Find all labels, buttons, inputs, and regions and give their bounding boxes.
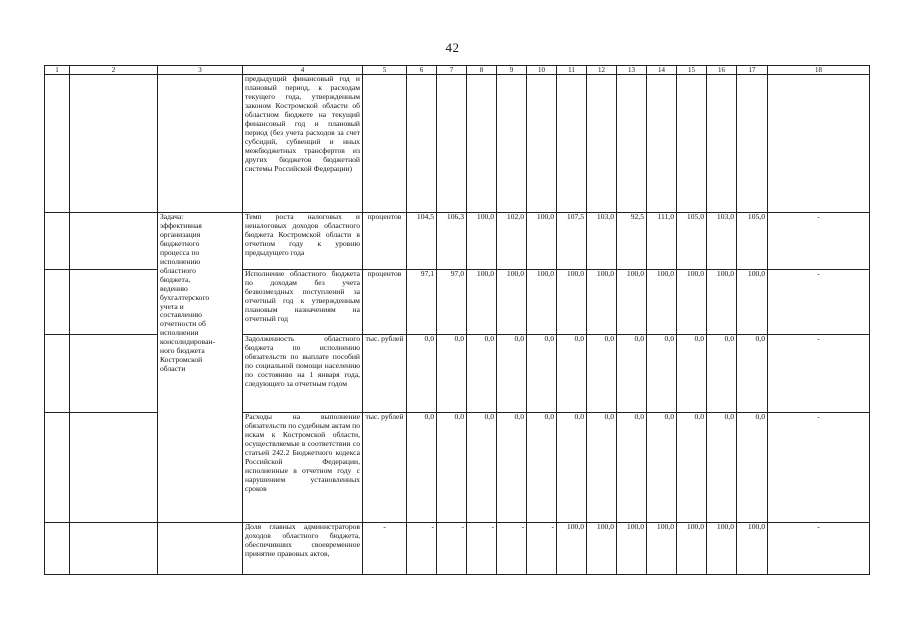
indicator-cell: Доля главных администраторов доходов областного бюджета, обеспечивших своевременное принятие правовых актов, bbox=[243, 523, 363, 575]
value-cell bbox=[467, 75, 497, 213]
col-header: 15 bbox=[677, 66, 707, 75]
value-cell: 0,0 bbox=[557, 413, 587, 523]
value-cell: 0,0 bbox=[407, 413, 437, 523]
col-header: 8 bbox=[467, 66, 497, 75]
value-cell bbox=[647, 75, 677, 213]
unit-cell: тыс. рублей bbox=[363, 413, 407, 523]
indicator-cell: Задолженность областного бюджета по исполнению обязательств по выплате пособий по социальной помощи населению по состоянию на 1 января года, следующего за отчетным годом bbox=[243, 335, 363, 413]
cell-col1 bbox=[45, 270, 70, 335]
value-cell: 100,0 bbox=[647, 270, 677, 335]
value-cell: 0,0 bbox=[497, 413, 527, 523]
value-cell: - bbox=[437, 523, 467, 575]
value-cell: 100,0 bbox=[527, 270, 557, 335]
value-cell: 0,0 bbox=[587, 413, 617, 523]
cell-col2 bbox=[70, 270, 158, 335]
value-cell: 100,0 bbox=[467, 213, 497, 270]
col-header: 11 bbox=[557, 66, 587, 75]
col-header: 17 bbox=[737, 66, 768, 75]
unit-cell: тыс. рублей bbox=[363, 335, 407, 413]
value-cell: 105,0 bbox=[677, 213, 707, 270]
note-cell: - bbox=[768, 213, 870, 270]
value-cell: 0,0 bbox=[617, 335, 647, 413]
value-cell: 0,0 bbox=[707, 335, 737, 413]
value-cell: 100,0 bbox=[707, 523, 737, 575]
value-cell: 0,0 bbox=[407, 335, 437, 413]
value-cell: 97,1 bbox=[407, 270, 437, 335]
value-cell: 100,0 bbox=[587, 270, 617, 335]
value-cell: 100,0 bbox=[707, 270, 737, 335]
value-cell: 0,0 bbox=[527, 335, 557, 413]
header-row bbox=[45, 66, 870, 75]
value-cell: 92,5 bbox=[617, 213, 647, 270]
value-cell: 103,0 bbox=[707, 213, 737, 270]
note-cell: - bbox=[768, 270, 870, 335]
value-cell: 0,0 bbox=[497, 335, 527, 413]
value-cell: 0,0 bbox=[467, 413, 497, 523]
value-cell: 100,0 bbox=[497, 270, 527, 335]
cell-col1 bbox=[45, 413, 70, 523]
value-cell: 100,0 bbox=[587, 523, 617, 575]
cell-col1 bbox=[45, 75, 70, 213]
col-header: 7 bbox=[437, 66, 467, 75]
note-cell bbox=[768, 75, 870, 213]
value-cell: 105,0 bbox=[737, 213, 768, 270]
value-cell bbox=[707, 75, 737, 213]
col-header: 18 bbox=[768, 66, 870, 75]
indicator-cell: Темп роста налоговых и неналоговых доходов областного бюджета Костромской области в отчетном году к уровню предыдущего года bbox=[243, 213, 363, 270]
table-row bbox=[45, 75, 870, 213]
value-cell bbox=[497, 75, 527, 213]
cell-col2 bbox=[70, 335, 158, 413]
value-cell: 100,0 bbox=[647, 523, 677, 575]
value-cell: 102,0 bbox=[497, 213, 527, 270]
value-cell bbox=[617, 75, 647, 213]
value-cell: 100,0 bbox=[527, 213, 557, 270]
value-cell: 104,5 bbox=[407, 213, 437, 270]
value-cell: 111,0 bbox=[647, 213, 677, 270]
value-cell bbox=[437, 75, 467, 213]
value-cell: 100,0 bbox=[467, 270, 497, 335]
cell-col2 bbox=[70, 523, 158, 575]
value-cell: 106,3 bbox=[437, 213, 467, 270]
col-header: 4 bbox=[243, 66, 363, 75]
indicator-cell: Расходы на выполнение обязательств по судебным актам по искам к Костромской области, осуществляемые в соответствии со статьей 242.2 Бюджетного кодекса Российской Федерации, исполненные в отчетном году с нарушением установленных сроков bbox=[243, 413, 363, 523]
unit-cell bbox=[363, 75, 407, 213]
value-cell bbox=[677, 75, 707, 213]
col-header: 10 bbox=[527, 66, 557, 75]
value-cell bbox=[527, 75, 557, 213]
value-cell: - bbox=[407, 523, 437, 575]
value-cell: 0,0 bbox=[707, 413, 737, 523]
table-row bbox=[45, 523, 870, 575]
col-header: 14 bbox=[647, 66, 677, 75]
cell-col3 bbox=[158, 523, 243, 575]
note-cell: - bbox=[768, 523, 870, 575]
value-cell: 100,0 bbox=[677, 270, 707, 335]
value-cell: 0,0 bbox=[677, 335, 707, 413]
col-header: 1 bbox=[45, 66, 70, 75]
task-cell: Задача: эффективная организация бюджетного процесса по исполнению областного бюджета, ведению бухгалтерского учета и составлению отчетности об исполнении консолидирован- ного бюджета Костромской области bbox=[158, 213, 243, 523]
report-table bbox=[44, 65, 870, 575]
value-cell: 0,0 bbox=[587, 335, 617, 413]
cell-col2 bbox=[70, 413, 158, 523]
value-cell: 100,0 bbox=[677, 523, 707, 575]
value-cell: 100,0 bbox=[737, 523, 768, 575]
col-header: 12 bbox=[587, 66, 617, 75]
indicator-cell: предыдущий финансовый год и плановый период, к расходам текущего года, утвержденным законом Костромской области об областном бюджете на текущий финансовый год и плановый период (без учета расходов за счет субсидий, субвенций и иных межбюджетных трансфертов из других бюджетов бюджетной системы Российской Федерации) bbox=[243, 75, 363, 213]
value-cell: 100,0 bbox=[617, 270, 647, 335]
value-cell bbox=[587, 75, 617, 213]
cell-col3 bbox=[158, 75, 243, 213]
value-cell: 100,0 bbox=[737, 270, 768, 335]
value-cell: 100,0 bbox=[617, 523, 647, 575]
table-row bbox=[45, 213, 870, 270]
value-cell: - bbox=[497, 523, 527, 575]
value-cell: 0,0 bbox=[557, 335, 587, 413]
col-header: 9 bbox=[497, 66, 527, 75]
value-cell: 107,5 bbox=[557, 213, 587, 270]
unit-cell: - bbox=[363, 523, 407, 575]
note-cell: - bbox=[768, 413, 870, 523]
unit-cell: процентов bbox=[363, 213, 407, 270]
value-cell: 0,0 bbox=[677, 413, 707, 523]
unit-cell: процентов bbox=[363, 270, 407, 335]
cell-col1 bbox=[45, 213, 70, 270]
value-cell: 0,0 bbox=[737, 335, 768, 413]
value-cell bbox=[557, 75, 587, 213]
page-number: 42 bbox=[445, 40, 460, 55]
value-cell: 97,0 bbox=[437, 270, 467, 335]
value-cell: 0,0 bbox=[647, 413, 677, 523]
col-header: 2 bbox=[70, 66, 158, 75]
cell-col1 bbox=[45, 523, 70, 575]
value-cell bbox=[737, 75, 768, 213]
col-header: 5 bbox=[363, 66, 407, 75]
note-cell: - bbox=[768, 335, 870, 413]
value-cell: - bbox=[527, 523, 557, 575]
indicator-cell: Исполнение областного бюджета по доходам без учета безвозмездных поступлений за отчетный год к утвержденным плановым назначениям на отчетный год bbox=[243, 270, 363, 335]
cell-col1 bbox=[45, 335, 70, 413]
value-cell: 0,0 bbox=[647, 335, 677, 413]
col-header: 3 bbox=[158, 66, 243, 75]
value-cell: 103,0 bbox=[587, 213, 617, 270]
col-header: 13 bbox=[617, 66, 647, 75]
value-cell: 0,0 bbox=[437, 335, 467, 413]
value-cell: 0,0 bbox=[617, 413, 647, 523]
col-header: 6 bbox=[407, 66, 437, 75]
value-cell: 0,0 bbox=[737, 413, 768, 523]
value-cell: 0,0 bbox=[467, 335, 497, 413]
value-cell bbox=[407, 75, 437, 213]
value-cell: - bbox=[467, 523, 497, 575]
col-header: 16 bbox=[707, 66, 737, 75]
value-cell: 100,0 bbox=[557, 270, 587, 335]
value-cell: 0,0 bbox=[437, 413, 467, 523]
cell-col2 bbox=[70, 75, 158, 213]
value-cell: 100,0 bbox=[557, 523, 587, 575]
value-cell: 0,0 bbox=[527, 413, 557, 523]
cell-col2 bbox=[70, 213, 158, 270]
